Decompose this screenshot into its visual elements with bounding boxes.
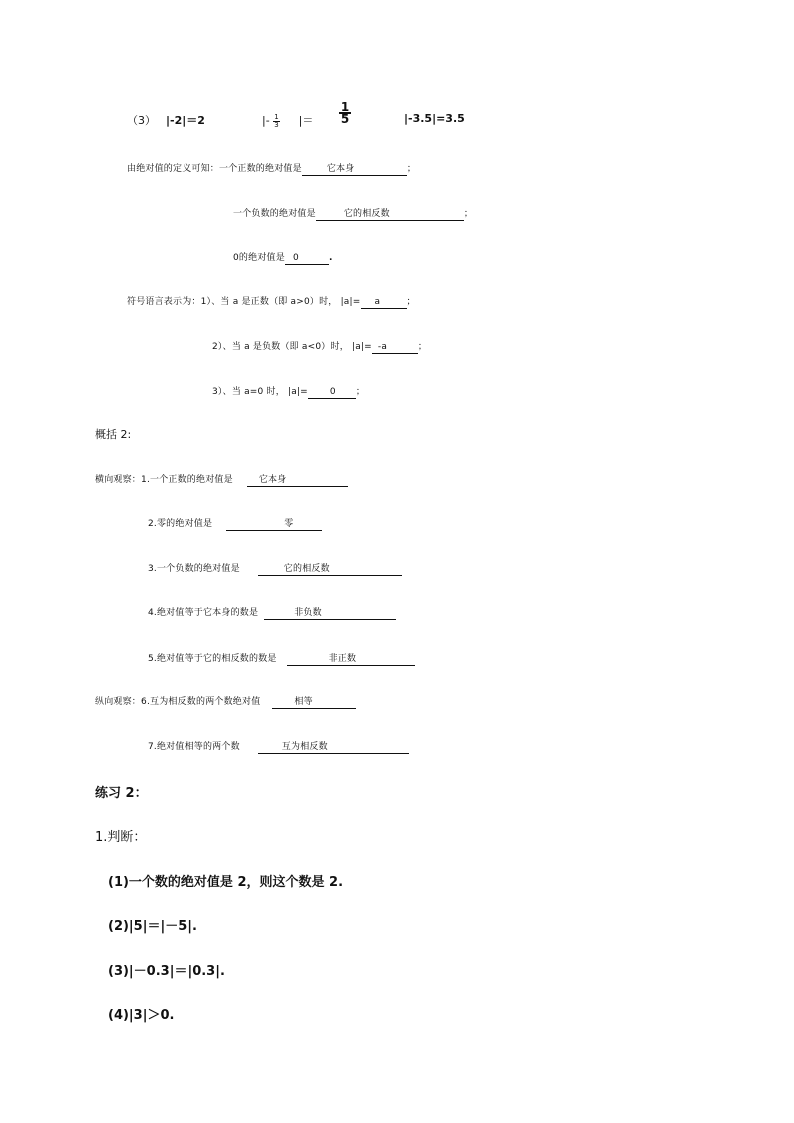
summary-item-text: 3.一个负数的绝对值是: [148, 564, 240, 574]
judge-item-2: (2)|5|＝|－5|.: [108, 919, 197, 934]
abs-expr-3: |-3.5|=3.5: [404, 112, 465, 125]
question-1-title: 1.判断：: [95, 830, 147, 845]
blank-summary-answer: 非负数: [264, 608, 396, 620]
fraction-denominator: 3: [274, 120, 279, 129]
abs-expr-1: |-2|＝2: [166, 114, 205, 127]
summary-item-4: [148, 605, 396, 620]
judge-item-1: (1)一个数的绝对值是 2，则这个数是 2.: [108, 875, 344, 890]
judge-item-4: (4)|3|＞0.: [108, 1008, 175, 1023]
summary-item-3: [148, 561, 402, 576]
summary-item-1: [95, 472, 348, 487]
exercise-title: 练习 2：: [95, 786, 148, 801]
blank-positive-answer: 它本身: [302, 164, 407, 176]
fraction-numerator: 1: [274, 112, 279, 121]
semicolon: ；: [406, 297, 416, 307]
judge-item-3: (3)|－0.3|＝|0.3|.: [108, 964, 225, 979]
vertical-label: 纵向观察：: [95, 697, 142, 707]
symbolic-case-3: [212, 384, 365, 399]
summary-item-text: 2.零的绝对值是: [148, 519, 213, 529]
symbolic-case3-text: 3）、当 a=0 时，: [212, 387, 285, 397]
symbolic-case-2: [212, 339, 427, 354]
summary-item-text: 1.一个正数的绝对值是: [141, 475, 233, 485]
summary-item-5: [148, 651, 415, 666]
abs-a: |a|=: [351, 342, 372, 352]
summary-item-text: 6.互为相反数的两个数绝对值: [141, 697, 261, 707]
blank-summary-answer: 互为相反数: [258, 742, 409, 754]
blank-summary-answer: 它本身: [247, 475, 348, 487]
definition-zero-prefix: 0的绝对值是: [233, 253, 285, 263]
fraction-one-third: [273, 114, 279, 129]
blank-summary-answer: 它的相反数: [258, 564, 402, 576]
blank-summary-answer: 非正数: [287, 654, 415, 666]
fraction-numerator: 1: [340, 100, 350, 114]
semicolon: ；: [406, 164, 417, 174]
blank-case1-answer: a: [361, 297, 407, 309]
summary-item-text: 4.绝对值等于它本身的数是: [148, 608, 259, 618]
semicolon: ；: [463, 209, 474, 219]
fraction-denominator: 5: [340, 112, 350, 126]
fraction-one-fifth: [339, 102, 351, 124]
definition-zero: [233, 250, 333, 265]
abs-expr-2-right: |＝: [298, 114, 314, 127]
definition-positive: [127, 161, 416, 176]
blank-zero-answer: 0: [285, 253, 329, 265]
summary-item-6: [95, 694, 356, 709]
summary-item-text: 5.绝对值等于它的相反数的数是: [148, 654, 277, 664]
summary-item-text: 7.绝对值相等的两个数: [148, 742, 240, 752]
semicolon: ；: [417, 342, 428, 352]
blank-summary-answer: 零: [226, 519, 322, 531]
summary-item-7: [148, 739, 409, 754]
symbolic-case-1: [127, 294, 416, 309]
blank-case3-answer: 0: [308, 387, 356, 399]
definition-negative: [233, 206, 473, 221]
abs-a: |a|=: [288, 387, 308, 397]
definition-intro: 由绝对值的定义可知：一个正数的绝对值是: [127, 164, 302, 174]
definition-negative-prefix: 一个负数的绝对值是: [233, 209, 316, 219]
blank-case2-answer: -a: [372, 342, 418, 354]
semicolon: ；: [355, 387, 366, 397]
summary-item-2: [148, 516, 322, 531]
symbolic-intro: 符号语言表示为：1）、当 a 是正数（即 a>0）时，: [127, 297, 338, 307]
summary-title: 概括 2:: [95, 428, 132, 441]
symbolic-case2-text: 2）、当 a 是负数（即 a<0）时，: [212, 342, 349, 352]
abs-a: |a|=: [340, 297, 361, 307]
row3-label: （3）: [127, 114, 156, 127]
blank-summary-answer: 相等: [272, 697, 356, 709]
horizontal-label: 横向观察：: [95, 475, 142, 485]
abs-expr-2: [262, 112, 313, 129]
period: .: [328, 253, 333, 263]
blank-negative-answer: 它的相反数: [316, 209, 464, 221]
abs-expr-2-left: |-: [262, 114, 270, 127]
